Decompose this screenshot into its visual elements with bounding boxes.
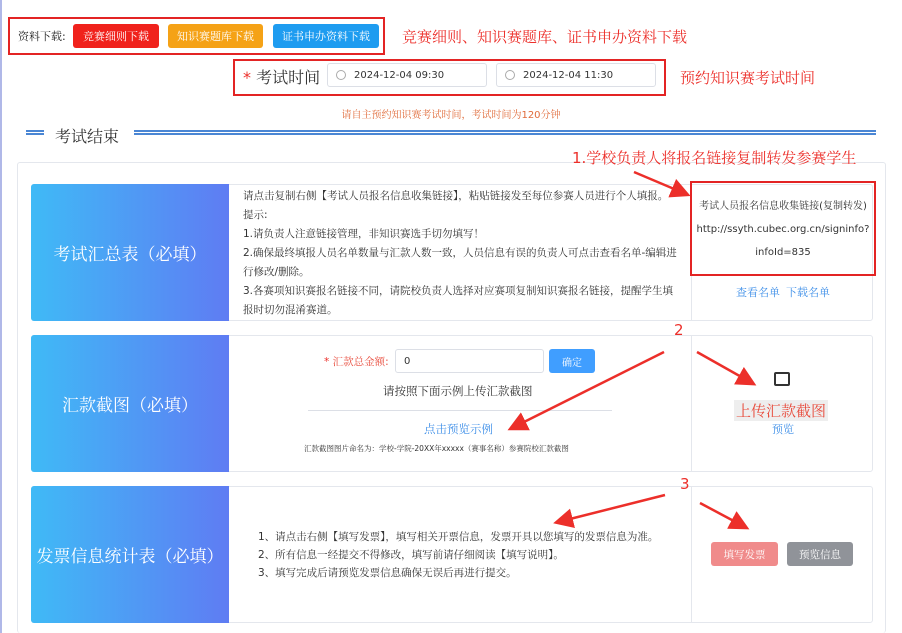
exam-time-label-text: 考试时间: [256, 68, 321, 87]
exam-time-annotation: 预约知识赛考试时间: [680, 69, 816, 87]
download-annotation: 竞赛细则、知识赛题库、证书申办资料下载: [402, 28, 688, 46]
instruction-line: 2.确保最终填报人员名单数量与汇款人数一致，人员信息有误的负责人可点击查看名单-编辑进行修改/删除。: [243, 247, 677, 278]
rules-download-button[interactable]: 竞赛细则下载: [73, 24, 159, 48]
instruction-line: 提示:: [243, 209, 268, 221]
preview-link[interactable]: 预览: [772, 423, 794, 436]
download-list-link[interactable]: 下载名单: [786, 286, 830, 299]
preview-invoice-button[interactable]: 预览信息: [787, 542, 853, 566]
instruction-line: 3、填写完成后请预览发票信息确保无误后再进行提交。: [258, 567, 517, 579]
view-list-link[interactable]: 查看名单: [736, 286, 780, 299]
section-title: 考试结束: [55, 127, 120, 146]
link-url: http://ssyth.cubec.org.cn/signinfo?: [696, 224, 870, 235]
link-url-param: infoId=835: [755, 247, 811, 258]
confirm-amount-button[interactable]: 确定: [549, 349, 595, 373]
fill-invoice-button[interactable]: 填写发票: [711, 542, 778, 566]
link-title: 考试人员报名信息收集链接(复制转发): [699, 201, 867, 212]
start-time-value: 2024-12-04 09:30: [354, 69, 445, 81]
arrow-to-fill-invoice: [700, 503, 745, 527]
amount-input[interactable]: 0: [395, 349, 544, 373]
step-number-3: 3: [680, 475, 690, 493]
naming-rule: 汇款截图图片命名为：学校-学院-20XX年xxxxx（赛事名称）参赛院校汇款截图: [304, 444, 569, 453]
summary-card-title: 考试汇总表（必填）: [31, 184, 229, 321]
remittance-card-title: 汇款截图（必填）: [31, 335, 229, 472]
download-label: 资料下载:: [18, 30, 66, 43]
question-bank-download-button[interactable]: 知识赛题库下载: [168, 24, 263, 48]
preview-example-link[interactable]: 点击预览示例: [424, 422, 493, 436]
invoice-card-title: 发票信息统计表（必填）: [31, 486, 229, 623]
upload-hint: 请按照下面示例上传汇款截图: [383, 384, 533, 398]
certificate-download-button[interactable]: 证书申办资料下载: [273, 24, 379, 48]
instruction-line: 请点击复制右侧【考试人员报名信息收集链接】，粘贴链接发至每位参赛人员进行个人填报。: [243, 190, 669, 202]
card1-annotation: 1.学校负责人将报名链接复制转发参赛学生: [572, 149, 857, 167]
step-number-2: 2: [674, 321, 684, 339]
instruction-line: 3.各赛项知识赛报名链接不同，请院校负责人选择对应赛项复制知识赛报名链接，提醒学生填报时切勿混淆赛道。: [243, 285, 674, 316]
required-star: *: [324, 356, 330, 368]
arrow-to-invoice-text: [558, 495, 665, 522]
arrow-to-link: [634, 172, 686, 194]
arrow-to-preview-example: [512, 352, 664, 428]
instruction-line: 1.请负责人注意链接管理，非知识赛选手切勿填写！: [243, 228, 485, 240]
required-star: *: [243, 68, 251, 87]
upload-remittance-button[interactable]: 上传汇款截图: [736, 402, 827, 420]
arrow-to-upload: [697, 352, 752, 383]
instruction-line: 2、所有信息一经提交不得修改，填写前请仔细阅读【填写说明】。: [258, 549, 564, 561]
end-time-value: 2024-12-04 11:30: [523, 69, 614, 81]
instruction-line: 1、请点击右侧【填写发票】，填写相关开票信息，发票开具以您填写的发票信息为准。: [258, 531, 659, 543]
exam-time-tip: 请自主预约知识赛考试时间，考试时间为120分钟: [341, 110, 561, 121]
amount-label-text: 汇款总金额:: [332, 356, 389, 368]
